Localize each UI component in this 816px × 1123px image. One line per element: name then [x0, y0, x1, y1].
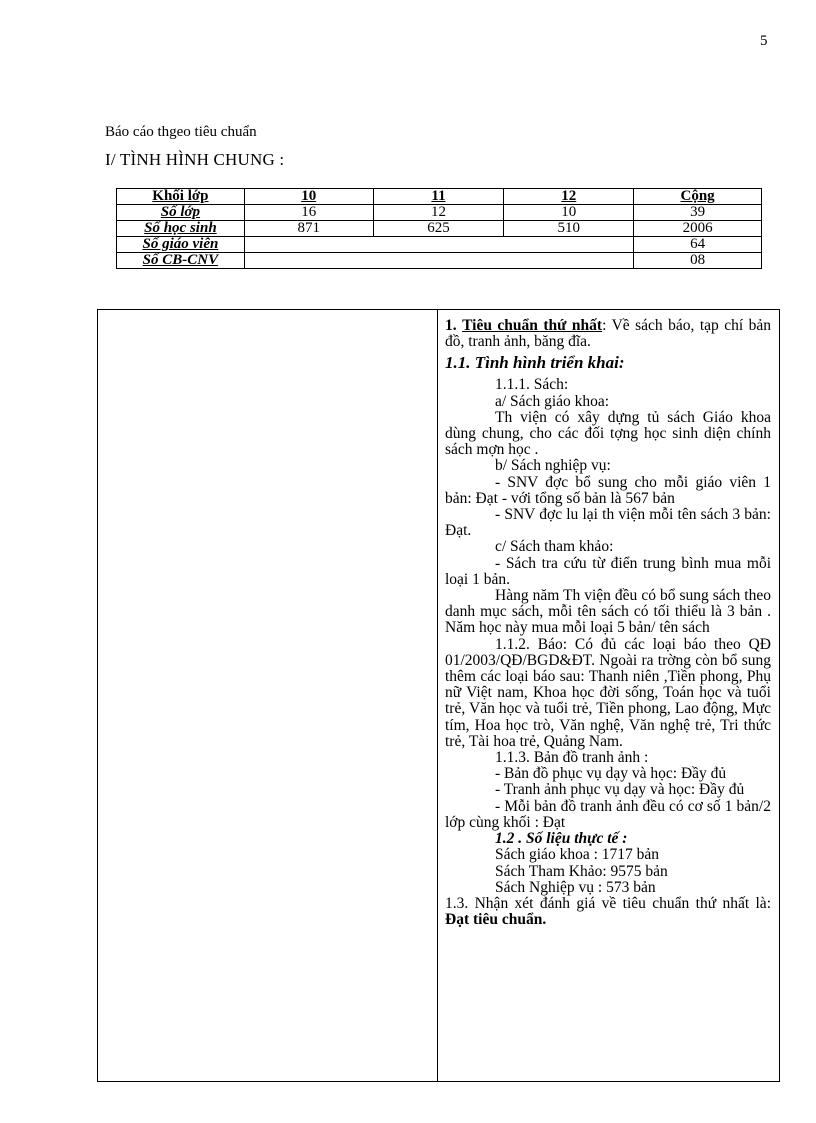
section-1-1-heading: 1.1. Tình hình triển khai: — [445, 353, 625, 373]
criterion-title: Tiêu chuẩn thứ nhất — [462, 317, 603, 334]
row-label: Số học sinh — [117, 221, 245, 237]
header-cell: Cộng — [634, 189, 762, 205]
paragraph: a/ Sách giáo khoa: — [495, 392, 610, 410]
page-number: 5 — [760, 33, 768, 49]
paragraph: - Bản đồ phục vụ dạy và học: Đầy đủ — [495, 765, 727, 783]
statistics-table — [116, 188, 762, 269]
paragraph: - SNV đợc bổ sung cho mỗi giáo viên 1 bản: Đạt - với tổng số bản là 567 bản — [445, 473, 771, 507]
assessment-prefix: 1.3. Nhận xét đánh giá về tiêu chuẩn thứ nhất là: — [445, 894, 771, 912]
header-cell: 12 — [504, 189, 634, 205]
table-header-row — [117, 189, 762, 205]
row-label: Số lớp — [117, 205, 245, 221]
paragraph: - Sách tra cứu từ điển trung bình mua mỗi loại 1 bản. — [445, 554, 771, 588]
table-cell: 10 — [504, 205, 634, 221]
table-row — [117, 253, 762, 269]
table-cell: 16 — [244, 205, 373, 221]
paragraph: c/ Sách tham khảo: — [495, 538, 614, 556]
paragraph: - SNV đợc lu lại th viện mỗi tên sách 3 bản: Đạt. — [445, 506, 771, 540]
paragraph: Hàng năm Th viện đều có bổ sung sách theo danh mục sách, mỗi tên sách có tối thiểu là 3 bản . Năm học này mua mỗi loại 5 bản/ tên sách — [445, 587, 771, 637]
criterion-content — [445, 318, 771, 928]
table-row — [117, 205, 762, 221]
paragraph: 1.1.1. Sách: — [495, 376, 569, 394]
header-cell: Khối lớp — [117, 189, 245, 205]
stat-line: Sách Tham Khảo: 9575 bản — [495, 862, 668, 880]
column-divider — [437, 309, 438, 1082]
row-label: Số giáo viên — [117, 237, 245, 253]
criterion-title-line — [445, 318, 771, 350]
header-cell: 11 — [373, 189, 504, 205]
criterion-number: 1. — [445, 317, 457, 334]
paragraph: b/ Sách nghiệp vụ: — [495, 457, 611, 475]
paragraph: 1.1.2. Báo: Có đủ các loại báo theo QĐ 01/2003/QĐ/BGD&ĐT. Ngoài ra trờng còn bổ sung thêm các loại báo sau: Thanh niên ,Tiền phong, Phụ nữ Việt nam, Khoa học đời sống, Toán học và tuổi trẻ, Văn học và tuổi trẻ, Tiền phong, Lao động, Mực tím, Hoa học trò, Văn nghệ, Văn nghệ trẻ, Tri thức trẻ, Tài hoa trẻ, Quảng Nam. — [445, 635, 771, 750]
table-cell: 2006 — [634, 221, 762, 237]
report-subtitle: Báo cáo thgeo tiêu chuẩn — [105, 124, 257, 140]
table-row — [117, 221, 762, 237]
stat-line: Sách Nghiệp vụ : 573 bản — [495, 878, 656, 896]
merged-empty-cell — [244, 237, 633, 253]
assessment-result: Đạt tiêu chuẩn. — [445, 911, 547, 929]
paragraph: Th viện có xây dựng tủ sách Giáo khoa dùng chung, cho các đối tợng học sinh diện chính sách mợn học . — [445, 408, 771, 459]
table-cell: 625 — [373, 221, 504, 237]
criterion-title-rest: : Về sách báo, tạp chí bản đồ, tranh ảnh, băng đĩa. — [445, 317, 772, 351]
table-cell: 08 — [634, 253, 762, 269]
table-cell: 510 — [504, 221, 634, 237]
stat-line: Sách giáo khoa : 1717 bản — [495, 846, 660, 864]
paragraph: - Tranh ảnh phục vụ dạy và học: Đầy đủ — [495, 781, 745, 799]
header-cell: 10 — [244, 189, 373, 205]
assessment-line — [445, 896, 771, 928]
row-label: Số CB-CNV — [117, 253, 245, 269]
table-cell: 64 — [634, 237, 762, 253]
paragraph: 1.1.3. Bản đồ tranh ảnh : — [495, 749, 649, 767]
table-row — [117, 237, 762, 253]
table-cell: 12 — [373, 205, 504, 221]
paragraph: - Mỗi bản đồ tranh ảnh đều có cơ số 1 bản/2 lớp cùng khối : Đạt — [445, 797, 771, 831]
table-cell: 871 — [244, 221, 373, 237]
section-heading: I/ TÌNH HÌNH CHUNG : — [105, 150, 285, 169]
section-1-2-heading: 1.2 . Số liệu thực tế : — [495, 830, 628, 848]
table-cell: 39 — [634, 205, 762, 221]
merged-empty-cell — [244, 253, 633, 269]
